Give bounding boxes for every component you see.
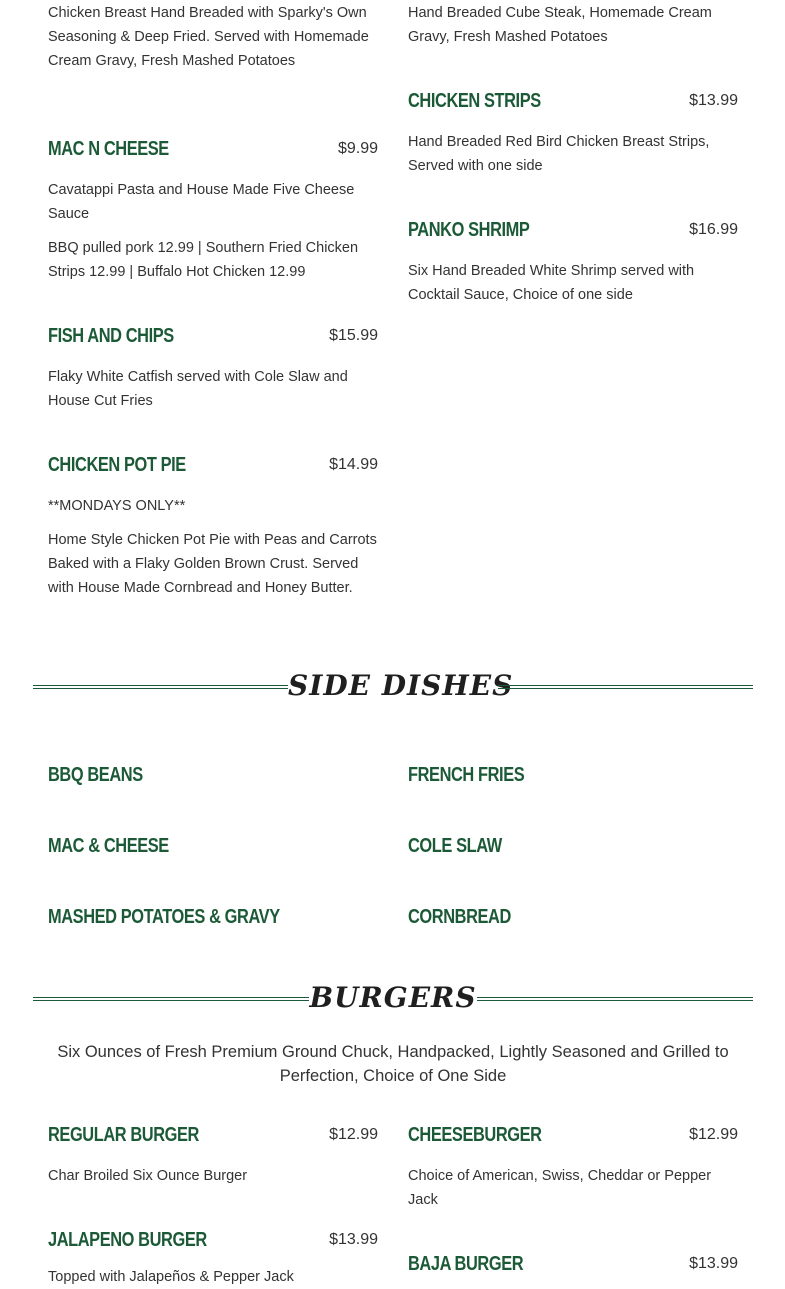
chicken-fried-steak-description: Hand Breaded Cube Steak, Homemade Cream Gravy, Fresh Mashed Potatoes bbox=[408, 5, 712, 45]
burgers-intro: Six Ounces of Fresh Premium Ground Chuck, Handpacked, Lightly Seasoned and Grilled to Perfection, Choice of One Side bbox=[57, 1043, 729, 1085]
fish-and-chips-title: FISH AND CHIPS bbox=[48, 325, 174, 347]
side-item: MASHED POTATOES & GRAVY bbox=[48, 906, 280, 928]
heading-rule-left bbox=[33, 997, 309, 1001]
burgers-heading: BURGERS bbox=[309, 981, 477, 1014]
chicken-pot-pie-title: CHICKEN POT PIE bbox=[48, 454, 186, 476]
panko-shrimp-price: $16.99 bbox=[689, 221, 738, 238]
heading-rule-left bbox=[33, 685, 288, 689]
jalapeno-burger-description: Topped with Jalapeños & Pepper Jack bbox=[48, 1269, 294, 1285]
panko-shrimp-title: PANKO SHRIMP bbox=[408, 219, 530, 241]
cheeseburger-title: CHEESEBURGER bbox=[408, 1124, 542, 1146]
cheeseburger-price: $12.99 bbox=[689, 1126, 738, 1143]
fish-and-chips-price: $15.99 bbox=[329, 327, 378, 344]
baja-burger-title: BAJA BURGER bbox=[408, 1253, 524, 1275]
chicken-strips-description: Hand Breaded Red Bird Chicken Breast Strips, Served with one side bbox=[408, 134, 710, 174]
regular-burger-description: Char Broiled Six Ounce Burger bbox=[48, 1168, 248, 1184]
chicken-pot-pie-price: $14.99 bbox=[329, 456, 378, 473]
mac-n-cheese-price: $9.99 bbox=[337, 140, 378, 157]
mac-n-cheese-addons: BBQ pulled pork 12.99 | Southern Fried Chicken Strips 12.99 | Buffalo Hot Chicken 12.99 bbox=[48, 240, 359, 280]
side-item: FRENCH FRIES bbox=[408, 764, 525, 786]
chicken-fried-chicken-description: Chicken Breast Hand Breaded with Sparky's Own Seasoning & Deep Fried. Served with Homemade Cream Gravy, Fresh Mashed Potatoes bbox=[48, 5, 369, 69]
side-item: CORNBREAD bbox=[408, 906, 511, 928]
side-item: MAC & CHEESE bbox=[48, 835, 169, 857]
jalapeno-burger-price: $13.99 bbox=[329, 1231, 378, 1248]
regular-burger-price: $12.99 bbox=[329, 1126, 378, 1143]
chicken-strips-title: CHICKEN STRIPS bbox=[408, 90, 541, 112]
side-item: BBQ BEANS bbox=[48, 764, 143, 786]
chicken-strips-price: $13.99 bbox=[689, 92, 738, 109]
jalapeno-burger-title: JALAPENO BURGER bbox=[48, 1229, 207, 1251]
side-dishes-heading: SIDE DISHES bbox=[288, 669, 514, 702]
regular-burger-title: REGULAR BURGER bbox=[48, 1124, 199, 1146]
panko-shrimp-description: Six Hand Breaded White Shrimp served with Cocktail Sauce, Choice of one side bbox=[408, 263, 695, 303]
chicken-pot-pie-note: **MONDAYS ONLY** bbox=[48, 498, 186, 514]
side-item: COLE SLAW bbox=[408, 835, 502, 857]
heading-rule-right bbox=[498, 685, 753, 689]
fish-and-chips-description: Flaky White Catfish served with Cole Slaw and House Cut Fries bbox=[48, 369, 348, 409]
baja-burger-price: $13.99 bbox=[689, 1255, 738, 1272]
heading-rule-right bbox=[477, 997, 753, 1001]
cheeseburger-description: Choice of American, Swiss, Cheddar or Pepper Jack bbox=[408, 1168, 712, 1208]
mac-n-cheese-title: MAC N CHEESE bbox=[48, 138, 169, 160]
chicken-pot-pie-description: Home Style Chicken Pot Pie with Peas and Carrots Baked with a Flaky Golden Brown Crust. Served with House Made Cornbread and Honey Butter. bbox=[48, 532, 377, 596]
mac-n-cheese-description: Cavatappi Pasta and House Made Five Cheese Sauce bbox=[48, 182, 355, 222]
